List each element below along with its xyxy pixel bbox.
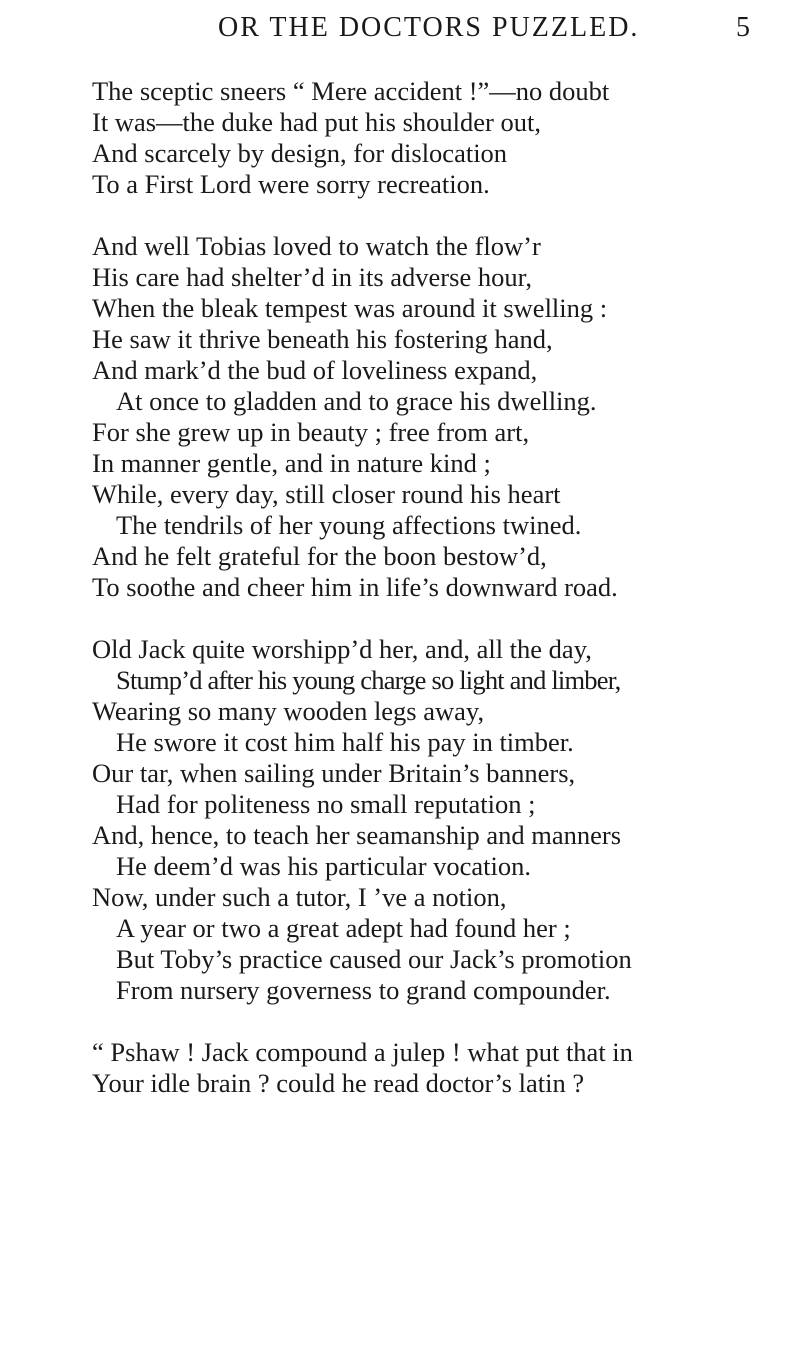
poem-line: Now, under such a tutor, I ’ve a notion, <box>92 882 507 912</box>
stanza-3 <box>92 634 792 1006</box>
poem-line: Your idle brain ? could he read doctor’s latin ? <box>92 1068 585 1098</box>
poem-line: It was—the duke had put his shoulder out, <box>92 107 541 137</box>
poem-line: And scarcely by design, for dislocation <box>92 138 508 168</box>
poem-line: And, hence, to teach her seamanship and manners <box>92 820 622 850</box>
poem-line: Old Jack quite worshipp’d her, and, all the day, <box>92 634 592 664</box>
poem-body <box>92 76 792 1130</box>
poem-line: And he felt grateful for the boon bestow’d, <box>92 541 547 571</box>
page-number: 5 <box>736 12 750 43</box>
poem-line: To soothe and cheer him in life’s downward road. <box>92 572 618 602</box>
poem-line: The sceptic sneers “ Mere accident !”—no doubt <box>92 76 610 106</box>
poem-line: To a First Lord were sorry recreation. <box>92 169 490 199</box>
running-title: OR THE DOCTORS PUZZLED. <box>218 12 640 43</box>
poem-line: He swore it cost him half his pay in timber. <box>116 727 574 757</box>
poem-line: He deem’d was his particular vocation. <box>116 851 532 881</box>
poem-line: And well Tobias loved to watch the flow’r <box>92 231 541 261</box>
poem-line: Had for politeness no small reputation ; <box>116 789 536 819</box>
poem-line: And mark’d the bud of loveliness expand, <box>92 355 538 385</box>
poem-line: A year or two a great adept had found her ; <box>116 913 571 943</box>
poem-line: His care had shelter’d in its adverse hour, <box>92 262 532 292</box>
poem-line: Wearing so many wooden legs away, <box>92 696 485 726</box>
stanza-2 <box>92 231 792 603</box>
stanza-1 <box>92 76 792 200</box>
poem-line: He saw it thrive beneath his fostering hand, <box>92 324 553 354</box>
poem-line: For she grew up in beauty ; free from art, <box>92 417 530 447</box>
poem-line: Stump’d after his young charge so light and limber, <box>116 665 621 695</box>
stanza-4 <box>92 1037 792 1099</box>
poem-line: In manner gentle, and in nature kind ; <box>92 448 491 478</box>
poem-line: From nursery governess to grand compounder. <box>116 975 611 1005</box>
poem-line: But Toby’s practice caused our Jack’s promotion <box>116 944 632 974</box>
running-head <box>0 12 800 52</box>
poem-line: While, every day, still closer round his heart <box>92 479 561 509</box>
poem-line: The tendrils of her young affections twined. <box>116 510 582 540</box>
poem-line: At once to gladden and to grace his dwelling. <box>116 386 597 416</box>
poem-line: When the bleak tempest was around it swelling : <box>92 293 608 323</box>
poem-line: Our tar, when sailing under Britain’s banners, <box>92 758 576 788</box>
poem-line: “ Pshaw ! Jack compound a julep ! what put that in <box>92 1037 633 1067</box>
